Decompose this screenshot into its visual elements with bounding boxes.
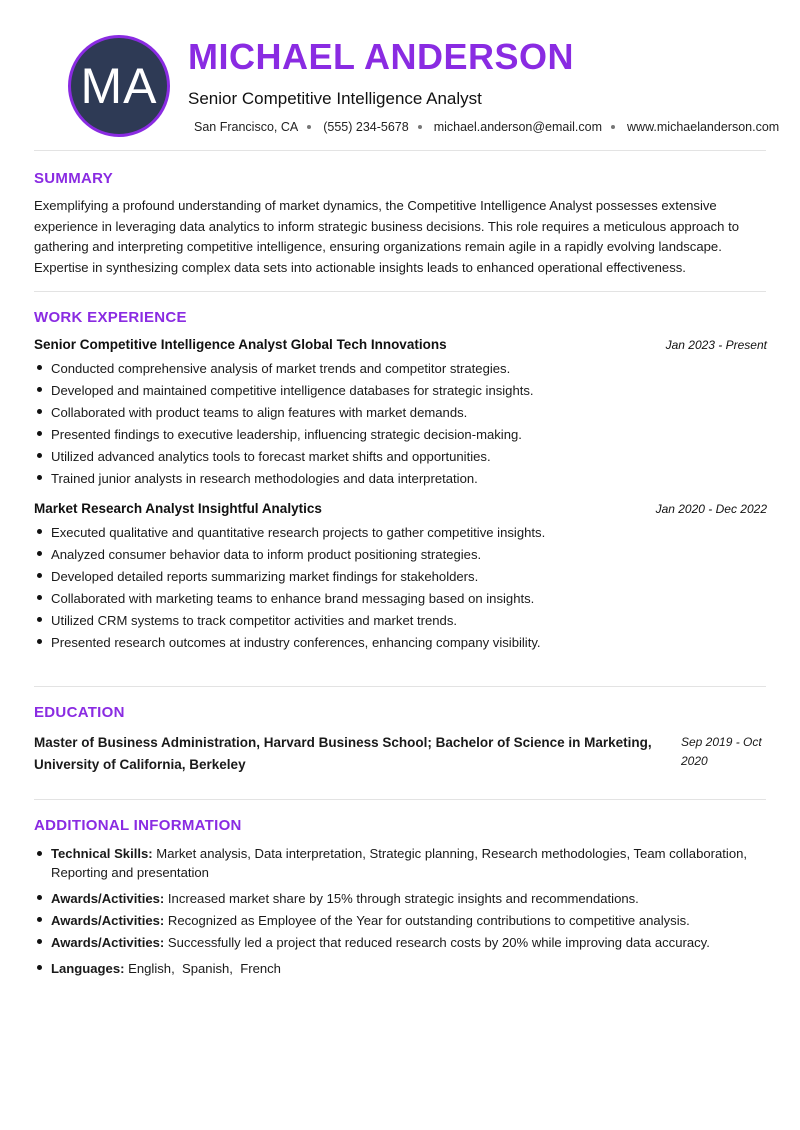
list-item: Collaborated with product teams to align features with market demands.: [34, 402, 767, 424]
contact-email[interactable]: michael.anderson@email.com: [433, 120, 603, 134]
resume-header: [34, 0, 780, 150]
education-degree: Master of Business Administration, Harvard Business School; Bachelor of Science in Marketing, University of California, Berkeley: [34, 735, 652, 772]
section-title-education: EDUCATION: [34, 704, 125, 721]
list-item: [34, 910, 767, 932]
item-label: Awards/Activities:: [51, 935, 165, 950]
contact-location: San Francisco, CA: [194, 120, 299, 134]
section-title-summary: SUMMARY: [34, 170, 114, 187]
item-label: Awards/Activities:: [51, 913, 165, 928]
summary-section: [34, 170, 767, 278]
candidate-name: MICHAEL ANDERSON: [188, 36, 575, 77]
education-date: Sep 2019 - Oct 2020: [681, 735, 762, 768]
job-date: Jan 2023 - Present: [665, 338, 767, 352]
avatar: [68, 35, 170, 137]
list-item: Conducted comprehensive analysis of market trends and competitor strategies.: [34, 358, 767, 380]
list-item: [34, 958, 767, 980]
candidate-role: Senior Competitive Intelligence Analyst: [188, 89, 482, 108]
item-text: Successfully led a project that reduced research costs by 20% while improving data accuracy.: [167, 935, 710, 950]
list-item: [34, 932, 767, 954]
job-entry: [34, 501, 767, 654]
item-label: Awards/Activities:: [51, 891, 165, 906]
education-entry: [34, 732, 767, 776]
list-item: Developed and maintained competitive intelligence databases for strategic insights.: [34, 380, 767, 402]
list-item: Utilized advanced analytics tools to forecast market shifts and opportunities.: [34, 446, 767, 468]
list-item: Developed detailed reports summarizing market findings for stakeholders.: [34, 566, 767, 588]
item-label: Languages:: [51, 961, 125, 976]
job-date: Jan 2020 - Dec 2022: [655, 502, 767, 516]
job-bullets: [34, 522, 767, 654]
list-item: Utilized CRM systems to track competitor activities and market trends.: [34, 610, 767, 632]
education-section: [34, 704, 767, 776]
separator-dot: [418, 125, 422, 129]
job-title: Senior Competitive Intelligence Analyst Global Tech Innovations: [34, 337, 447, 352]
list-item: Executed qualitative and quantitative research projects to gather competitive insights.: [34, 522, 767, 544]
contact-line: [194, 120, 779, 134]
separator-dot: [307, 125, 311, 129]
item-text: English, Spanish, French: [128, 961, 281, 976]
additional-section: [34, 817, 767, 980]
summary-text: Exemplifying a profound understanding of market dynamics, the Competitive Intelligence Analyst possesses extensive experience in leveraging data analytics to inform strategic business decisions. This role requires a meticulous approach to gathering and interpreting competitive intelligence, ensuring organizations remain agile in a rapidly evolving landscape. Expertise in synthesizing complex data sets into actionable insights leads to enhanced operational effectiveness.: [34, 198, 740, 275]
list-item: Presented findings to executive leadership, influencing strategic decision-making.: [34, 424, 767, 446]
list-item: [34, 844, 767, 882]
separator-dot: [611, 125, 615, 129]
job-bullets: [34, 358, 767, 490]
list-item: Trained junior analysts in research methodologies and data interpretation.: [34, 468, 767, 490]
additional-list: [34, 844, 767, 980]
experience-section: [34, 309, 767, 654]
avatar-initials: MA: [80, 58, 158, 114]
section-title-additional: ADDITIONAL INFORMATION: [34, 817, 242, 834]
section-divider: [34, 799, 766, 800]
job-entry: [34, 337, 767, 490]
list-item: Collaborated with marketing teams to enhance brand messaging based on insights.: [34, 588, 767, 610]
section-title-experience: WORK EXPERIENCE: [34, 309, 187, 326]
section-divider: [34, 686, 766, 687]
list-item: Analyzed consumer behavior data to inform product positioning strategies.: [34, 544, 767, 566]
list-item: [34, 888, 767, 910]
job-title: Market Research Analyst Insightful Analytics: [34, 501, 322, 516]
list-item: Presented research outcomes at industry conferences, enhancing company visibility.: [34, 632, 767, 654]
item-text: Market analysis, Data interpretation, Strategic planning, Research methodologies, Team collaboration, Reporting and presentation: [51, 846, 748, 880]
section-divider: [34, 291, 766, 292]
contact-website[interactable]: www.michaelanderson.com: [627, 120, 780, 134]
item-label: Technical Skills:: [51, 846, 153, 861]
item-text: Increased market share by 15% through strategic insights and recommendations.: [167, 891, 639, 906]
item-text: Recognized as Employee of the Year for outstanding contributions to competitive analysis.: [167, 913, 690, 928]
section-divider: [34, 150, 766, 151]
contact-phone: (555) 234-5678: [323, 120, 409, 134]
